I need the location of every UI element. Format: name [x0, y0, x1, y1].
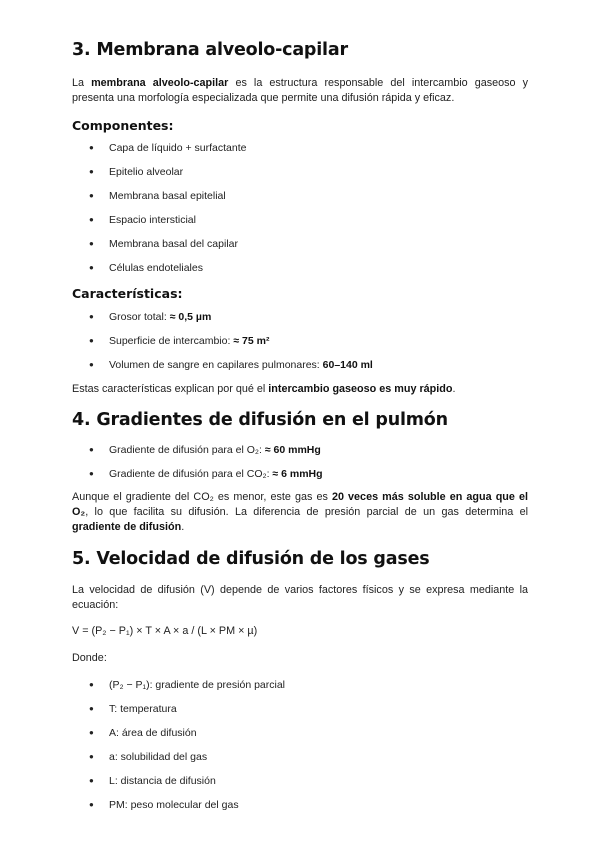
gradient-explanation-paragraph [72, 490, 528, 535]
feature-value: 60–140 ml [322, 359, 373, 371]
gradient-label: Gradiente de difusión para el CO₂: [109, 468, 273, 480]
section-5-heading: 5. Velocidad de difusión de los gases [72, 549, 430, 569]
variables-list [72, 678, 528, 812]
gradients-list [72, 443, 528, 481]
list-item: ● L: distancia de difusión [72, 774, 528, 788]
list-item: ● Células endoteliales [72, 261, 528, 275]
list-item: ● Membrana basal del capilar [72, 237, 528, 251]
list-item [72, 310, 528, 324]
gradient-bold: 20 veces más soluble en agua que el O₂ [72, 491, 528, 518]
section-4-heading: 4. Gradientes de difusión en el pulmón [72, 410, 448, 430]
list-item: ● PM: peso molecular del gas [72, 798, 528, 812]
section-3-heading: 3. Membrana alveolo-capilar [72, 40, 348, 60]
list-item [72, 467, 528, 481]
feature-label: Grosor total: [109, 311, 170, 323]
gradient-value: ≈ 6 mmHg [272, 468, 323, 480]
components-list [72, 141, 528, 275]
components-heading: Componentes: [72, 118, 174, 133]
membrane-intro-paragraph [72, 76, 528, 106]
list-item: ● Espacio intersticial [72, 213, 528, 227]
list-item: ● Capa de líquido + surfactante [72, 141, 528, 155]
features-list [72, 310, 528, 372]
intro-bold-term: membrana alveolo-capilar [91, 77, 229, 89]
gradient-value: ≈ 60 mmHg [264, 444, 321, 456]
list-item: ● A: área de difusión [72, 726, 528, 740]
list-item: ● (P₂ − P₁): gradiente de presión parcial [72, 678, 528, 692]
feature-value: ≈ 75 m² [233, 335, 270, 347]
features-conclusion-paragraph [72, 382, 528, 397]
features-heading: Características: [72, 286, 183, 301]
gradient-label: Gradiente de difusión para el O₂: [109, 444, 265, 456]
list-item [72, 443, 528, 457]
list-item: ● Epitelio alveolar [72, 165, 528, 179]
list-item: ● T: temperatura [72, 702, 528, 716]
velocity-intro-paragraph: La velocidad de difusión (V) depende de varios factores físicos y se expresa mediante la ecuación: [72, 584, 528, 611]
intro-text: La [72, 77, 92, 89]
gradient-text: Aunque el gradiente del CO₂ es menor, este gas es [72, 491, 332, 503]
intro-text-rest: es la estructura responsable del intercambio gaseoso y presenta una morfología especializada que permite una difusión rápida y eficaz. [72, 77, 528, 104]
feature-value: ≈ 0,5 µm [169, 311, 212, 323]
list-item: ● Membrana basal epitelial [72, 189, 528, 203]
feature-label: Superficie de intercambio: [109, 335, 234, 347]
list-item [72, 334, 528, 348]
list-item [72, 358, 528, 372]
gradient-text-mid: , lo que facilita su difusión. La diferencia de presión parcial de un gas determina el [85, 506, 528, 518]
gradient-text-end: . [181, 521, 185, 533]
diffusion-formula: V = (P₂ − P₁) × T × A × a / (L × PM × µ) [72, 625, 258, 637]
gradient-bold-term: gradiente de difusión [72, 521, 182, 533]
list-item: ● a: solubilidad del gas [72, 750, 528, 764]
conclusion-end: . [452, 383, 456, 395]
conclusion-bold: intercambio gaseoso es muy rápido [268, 383, 453, 395]
where-label: Donde: [72, 652, 107, 664]
conclusion-text: Estas características explican por qué el [72, 383, 269, 395]
feature-label: Volumen de sangre en capilares pulmonares: [109, 359, 323, 371]
